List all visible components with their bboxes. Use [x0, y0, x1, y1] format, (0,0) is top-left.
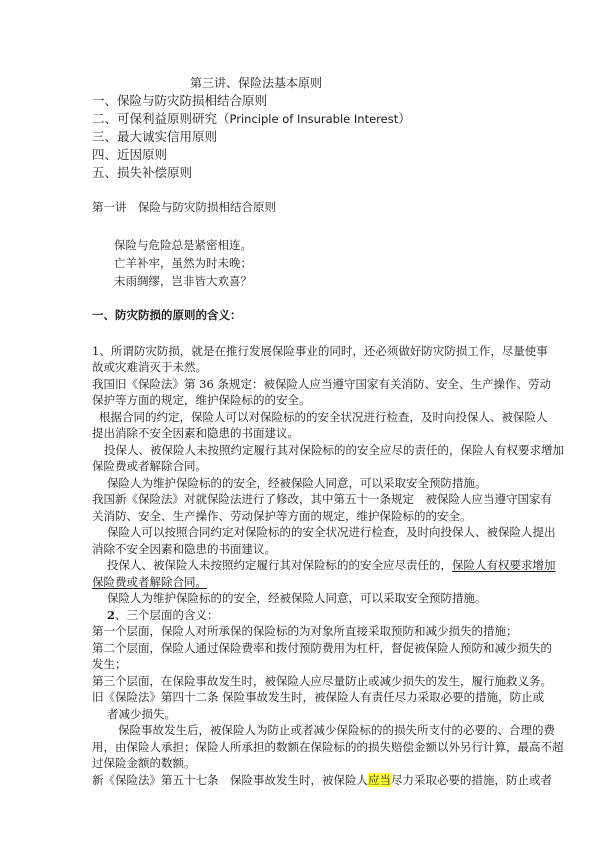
body-line: 根据合同的约定，保险人可以对保险标的的安全状况进行检查，及时向投保人、被保险人 [99, 410, 548, 424]
body-line: 提出消除不安全因素和隐患的书面建议。 [92, 426, 299, 440]
body-line: 保险费或者解除合同。 [92, 459, 207, 473]
body-line: 者减少损失。 [107, 707, 176, 721]
outline-item-3: 三、最大诚实信用原则 [92, 129, 218, 144]
body-line: 我国旧《保险法》第 36 条规定：被保险人应当遵守国家有关消防、安全、生产操作、劳动 [92, 377, 551, 391]
underlined-text: 保险人有权要求增加 [452, 558, 556, 572]
body-line: 故或灾难消灭于未然。 [92, 360, 207, 374]
body-line [107, 608, 219, 622]
list-number: 2 [107, 608, 116, 622]
body-line: 第一个层面，保险人对所承保的保险标的为对象所直接采取预防和减少损失的措施； [92, 624, 518, 638]
outline-item-4: 四、近因原则 [92, 147, 168, 162]
poem-line-2: 亡羊补牢，虽然为时未晚； [114, 256, 252, 270]
body-line: 旧《保险法》第四十二条 保险事故发生时，被保险人有责任尽力采取必要的措施，防止或 [92, 690, 545, 704]
body-line: 保护等方面的规定，维护保险标的的安全。 [92, 393, 311, 407]
poem-line-3: 未雨绸缪，岂非皆大欢喜？ [114, 274, 252, 288]
body-line: 投保人、被保险人未按照约定履行其对保险标的的安全应尽的责任的，保险人有权要求增加 [104, 443, 564, 457]
body-line: 过保险金额的数额。 [92, 756, 196, 770]
body-line: 我国新《保险法》对就保险法进行了修改，其中第五十一条规定 被保险人应当遵守国家有 [92, 492, 552, 506]
body-line: 保险人可以按照合同约定对保险标的的安全状况进行检查，及时向投保人、被保险人提出 [107, 525, 556, 539]
body-line: 发生； [92, 657, 127, 671]
page-title: 第三讲、保险法基本原则 [190, 76, 323, 90]
body-line: 保险人为维护保险标的的安全，经被保险人同意，可以采取安全预防措施。 [107, 591, 487, 605]
body-line [107, 558, 556, 572]
outline-item-5: 五、损失补偿原则 [92, 165, 193, 180]
underlined-text: 保险费或者解除合同。 [92, 575, 207, 589]
outline-item-2-english: Principle of Insurable Interest [229, 112, 399, 126]
body-line: 保险事故发生后，被保险人为防止或者减少保险标的的损失所支付的必要的、合理的费 [118, 723, 555, 737]
body-line: 关消防、安全、生产操作、劳动保护等方面的规定，维护保险标的的安全。 [92, 509, 472, 523]
body-line [92, 773, 552, 787]
body-line [92, 575, 207, 589]
outline-item-1: 一、保险与防灾防损相结合原则 [92, 93, 268, 108]
body-line: 消除不安全因素和隐患的书面建议。 [92, 542, 276, 556]
body-line: 1、所谓防灾防损，就是在推行发展保险事业的同时，还必须做好防灾防损工作，尽量使事 [92, 344, 548, 358]
highlighted-text: 应当 [368, 773, 391, 787]
poem-line-1: 保险与危险总是紧密相连。 [114, 238, 252, 252]
body-line: 用，由保险人承担；保险人所承担的数额在保险标的的损失赔偿金额以外另行计算，最高不超 [92, 740, 564, 754]
body-line-text: 投保人、被保险人未按照约定履行其对保险标的的安全应尽责任的， [107, 558, 452, 572]
body-line-text: 、三个层面的含义： [115, 608, 219, 622]
section-heading: 一、防灾防损的原则的含义： [92, 308, 242, 322]
body-line: 保险人为维护保险标的的安全，经被保险人同意，可以采取安全预防措施。 [107, 476, 487, 490]
body-line-text: 新《保险法》第五十七条 保险事故发生时，被保险人 [92, 773, 368, 787]
lecture-title: 第一讲 保险与防灾防损相结合原则 [92, 200, 276, 214]
outline-item-2-close: ） [398, 111, 411, 126]
outline-item-2-text: 二、可保利益原则研究（ [92, 111, 230, 126]
body-line: 第三个层面，在保险事故发生时，被保险人应尽量防止或减少损失的发生，履行施救义务。 [92, 674, 552, 688]
body-line: 第二个层面，保险人通过保险费率和拨付预防费用为杠杆，督促被保险人预防和减少损失的 [92, 641, 552, 655]
outline-item-2 [92, 112, 411, 126]
body-line-text: 尽力采取必要的措施，防止或者 [391, 773, 552, 787]
